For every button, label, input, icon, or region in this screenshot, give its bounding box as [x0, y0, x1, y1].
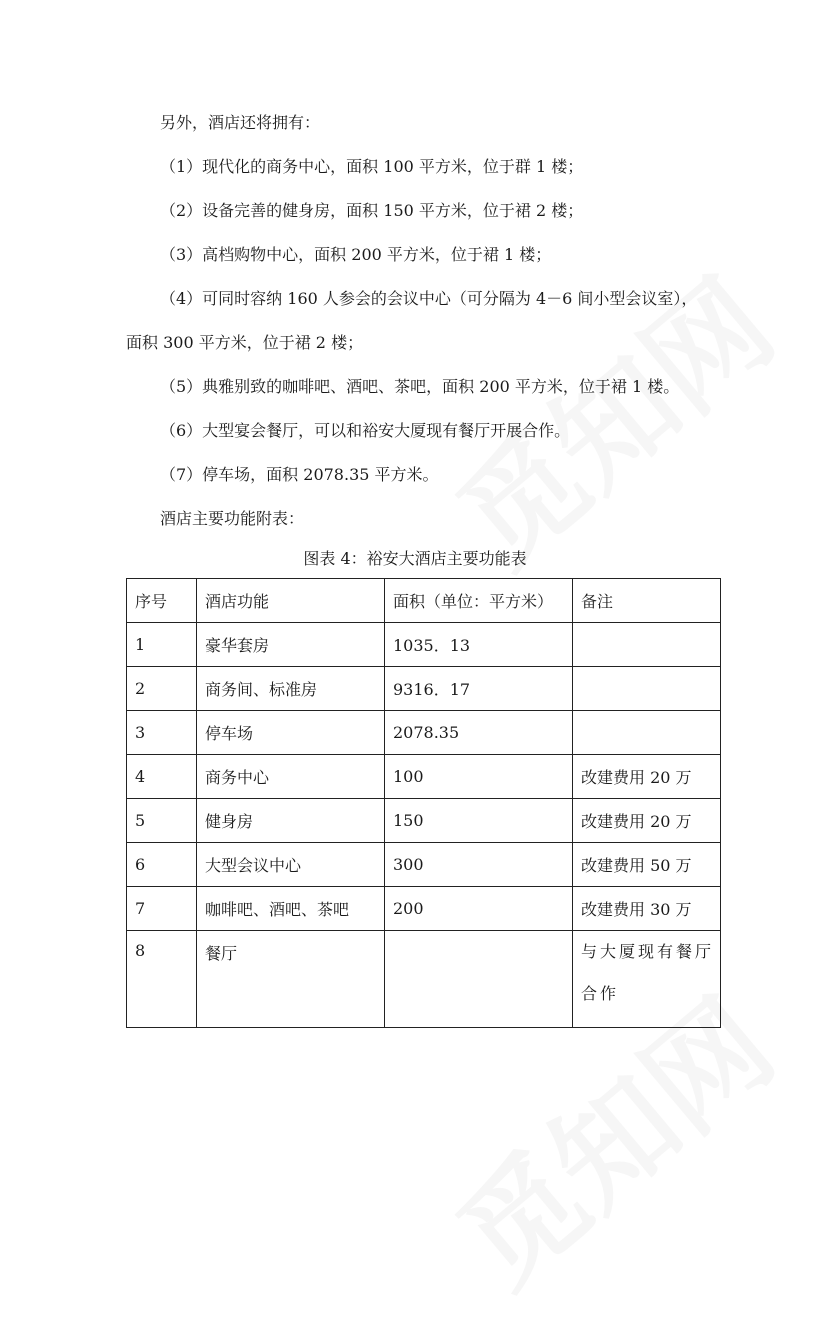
- table-cell: 150: [385, 799, 573, 843]
- table-header-row: [127, 579, 721, 623]
- table-cell: 7: [127, 887, 197, 931]
- paragraph-item-4-line-2: 面积 300 平方米，位于裙 2 楼；: [126, 333, 364, 352]
- header-cell: 备注: [573, 579, 721, 623]
- table-cell: 6: [127, 843, 197, 887]
- paragraph-item-2: （2）设备完善的健身房，面积 150 平方米，位于裙 2 楼；: [160, 201, 584, 220]
- table-cell: 200: [385, 887, 573, 931]
- paragraph-appendix-intro: 酒店主要功能附表：: [160, 509, 305, 528]
- table-cell: 5: [127, 799, 197, 843]
- table-row: [127, 711, 721, 755]
- table-cell: 2078.35: [385, 711, 573, 755]
- table-cell: 咖啡吧、酒吧、茶吧: [197, 887, 385, 931]
- table-cell: [573, 711, 721, 755]
- header-cell: 序号: [127, 579, 197, 623]
- table-row: [127, 931, 721, 1028]
- table-caption: 图表 4：裕安大酒店主要功能表: [303, 549, 527, 568]
- table-cell: 1035．13: [385, 623, 573, 667]
- table-cell: 3: [127, 711, 197, 755]
- paragraph-item-1: （1）现代化的商务中心，面积 100 平方米，位于群 1 楼；: [160, 157, 584, 176]
- table-row: [127, 623, 721, 667]
- table-cell: 300: [385, 843, 573, 887]
- header-cell: 酒店功能: [197, 579, 385, 623]
- paragraph-item-4-line-1: （4）可同时容纳 160 人参会的会议中心（可分隔为 4－6 间小型会议室），: [160, 289, 698, 308]
- table-cell: 改建费用 20 万: [573, 799, 721, 843]
- paragraph-intro: 另外，酒店还将拥有：: [160, 113, 321, 132]
- table-cell: 8: [127, 931, 197, 1028]
- table-row: [127, 799, 721, 843]
- table-row: [127, 887, 721, 931]
- table-cell: 2: [127, 667, 197, 711]
- table-cell: 与大厦现有餐厅合作: [573, 931, 721, 1028]
- table-cell: 商务中心: [197, 755, 385, 799]
- table-cell: 9316．17: [385, 667, 573, 711]
- table-cell: 1: [127, 623, 197, 667]
- paragraph-item-5: （5）典雅别致的咖啡吧、酒吧、茶吧，面积 200 平方米，位于裙 1 楼。: [160, 377, 680, 396]
- table-cell: 停车场: [197, 711, 385, 755]
- table-cell: 餐厅: [197, 931, 385, 1028]
- table-cell: 改建费用 50 万: [573, 843, 721, 887]
- header-cell: 面积（单位：平方米）: [385, 579, 573, 623]
- table-cell: 4: [127, 755, 197, 799]
- paragraph-item-3: （3）高档购物中心，面积 200 平方米，位于裙 1 楼；: [160, 245, 552, 264]
- table-cell: 大型会议中心: [197, 843, 385, 887]
- table-cell: [573, 623, 721, 667]
- table-cell: 豪华套房: [197, 623, 385, 667]
- table-row: [127, 755, 721, 799]
- table-row: [127, 667, 721, 711]
- table-cell: 100: [385, 755, 573, 799]
- paragraph-item-7: （7）停车场，面积 2078.35 平方米。: [160, 465, 439, 484]
- paragraph-item-6: （6）大型宴会餐厅，可以和裕安大厦现有餐厅开展合作。: [160, 421, 571, 440]
- table-cell: 改建费用 20 万: [573, 755, 721, 799]
- table-cell: 商务间、标准房: [197, 667, 385, 711]
- table-cell: [573, 667, 721, 711]
- table-row: [127, 843, 721, 887]
- table-cell: [385, 931, 573, 1028]
- table-cell: 健身房: [197, 799, 385, 843]
- function-table: [126, 578, 721, 1028]
- table-cell: 改建费用 30 万: [573, 887, 721, 931]
